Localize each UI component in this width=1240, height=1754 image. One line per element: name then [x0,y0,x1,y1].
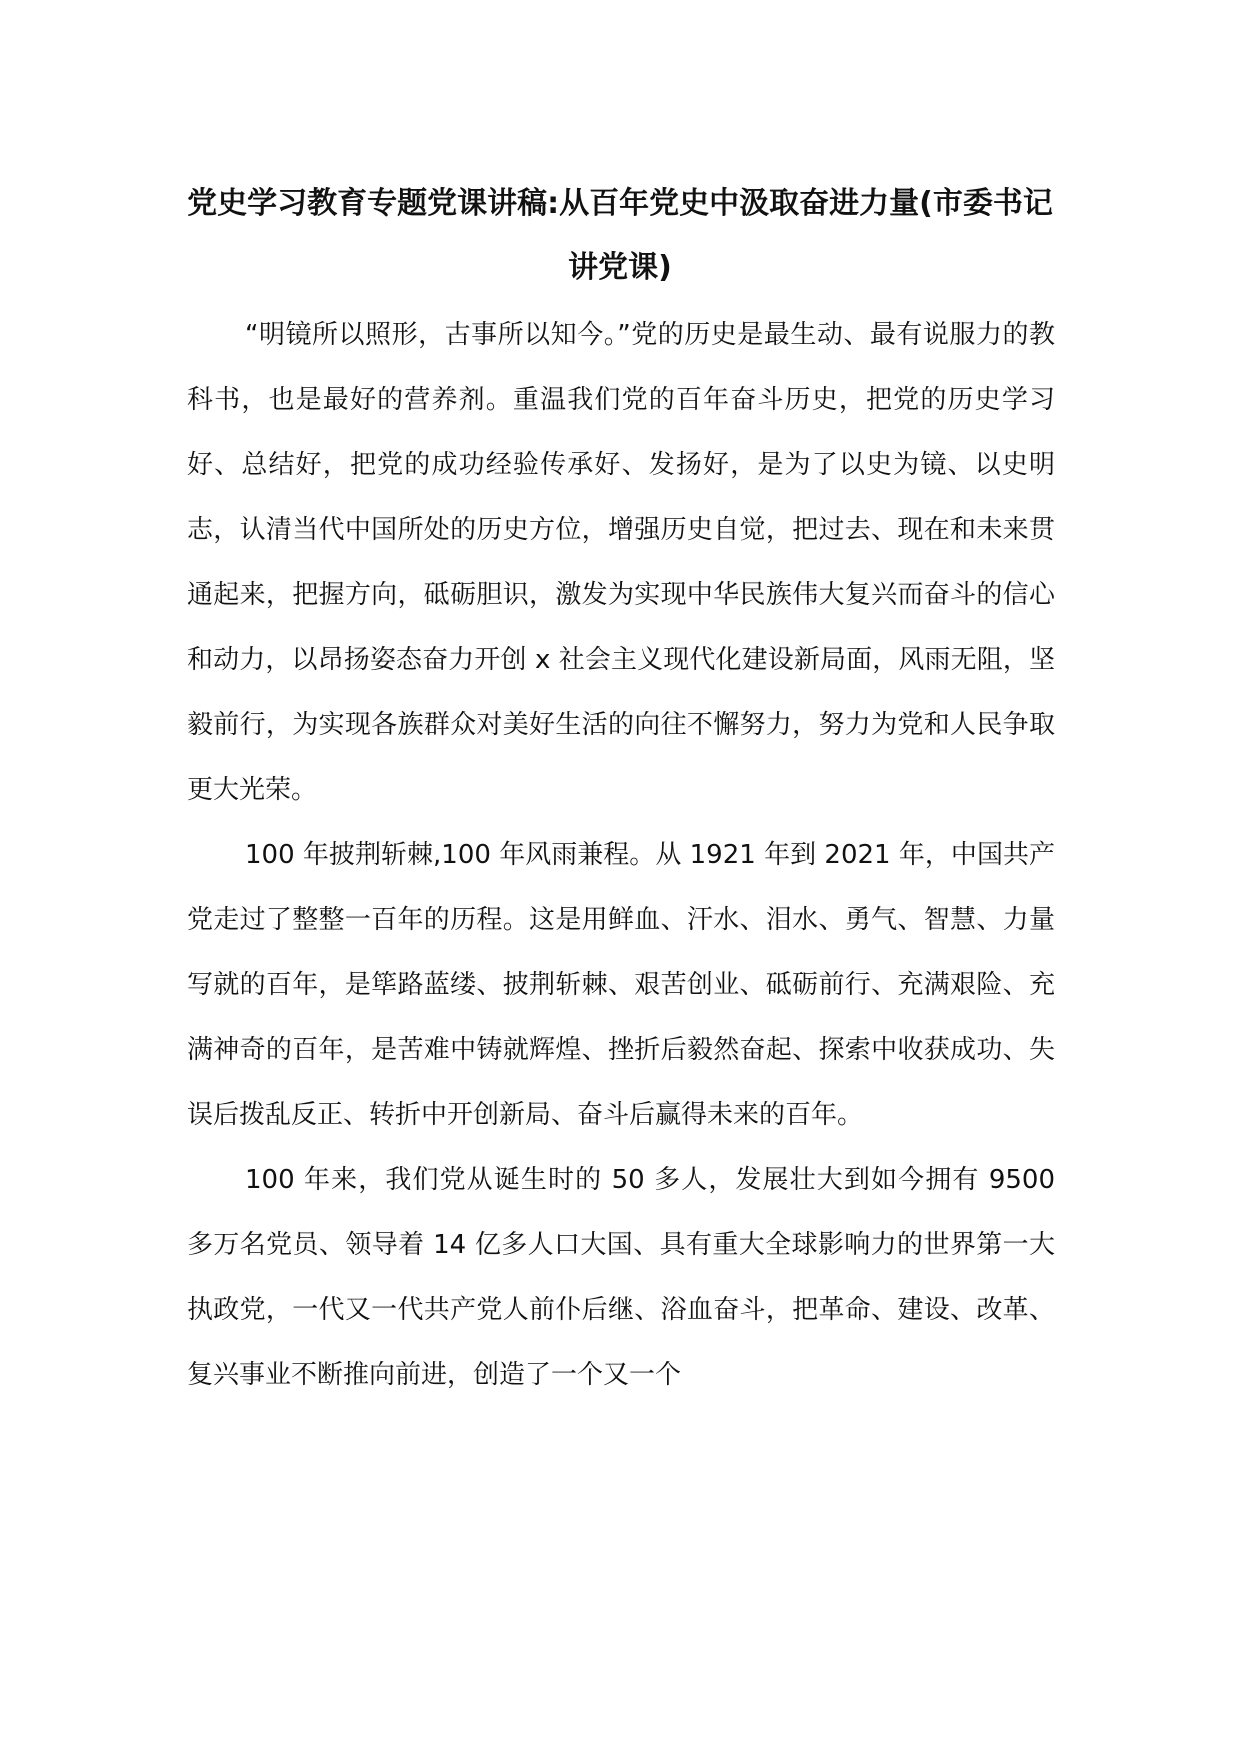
paragraph-1: “明镜所以照形，古事所以知今。”党的历史是最生动、最有说服力的教科书，也是最好的营养剂。重温我们党的百年奋斗历史，把党的历史学习好、总结好，把党的成功经验传承好、发扬好，是为了以史为镜、以史明志，认清当代中国所处的历史方位，增强历史自觉，把过去、现在和未来贯通起来，把握方向，砥砺胆识，激发为实现中华民族伟大复兴而奋斗的信心和动力，以昂扬姿态奋力开创 x 社会主义现代化建设新局面，风雨无阻，坚毅前行，为实现各族群众对美好生活的向往不懈努力，努力为党和人民争取更大光荣。 [187,320,1055,805]
paragraph-3: 100 年来，我们党从诞生时的 50 多人，发展壮大到如今拥有 9500 多万名党员、领导着 14 亿多人口大国、具有重大全球影响力的世界第一大执政党，一代又一代共产党人前仆后继、浴血奋斗，把革命、建设、改革、复兴事业不断推向前进，创造了一个又一个 [187,1165,1055,1390]
document-body [187,303,1055,1408]
paragraph-2: 100 年披荆斩棘,100 年风雨兼程。从 1921 年到 2021 年，中国共产党走过了整整一百年的历程。这是用鲜血、汗水、泪水、勇气、智慧、力量写就的百年，是筚路蓝缕、披荆斩棘、艰苦创业、砥砺前行、充满艰险、充满神奇的百年，是苦难中铸就辉煌、挫折后毅然奋起、探索中收获成功、失误后拨乱反正、转折中开创新局、奋斗后赢得未来的百年。 [187,840,1055,1130]
document-title: 党史学习教育专题党课讲稿:从百年党史中汲取奋进力量(市委书记讲党课) [187,186,1053,285]
